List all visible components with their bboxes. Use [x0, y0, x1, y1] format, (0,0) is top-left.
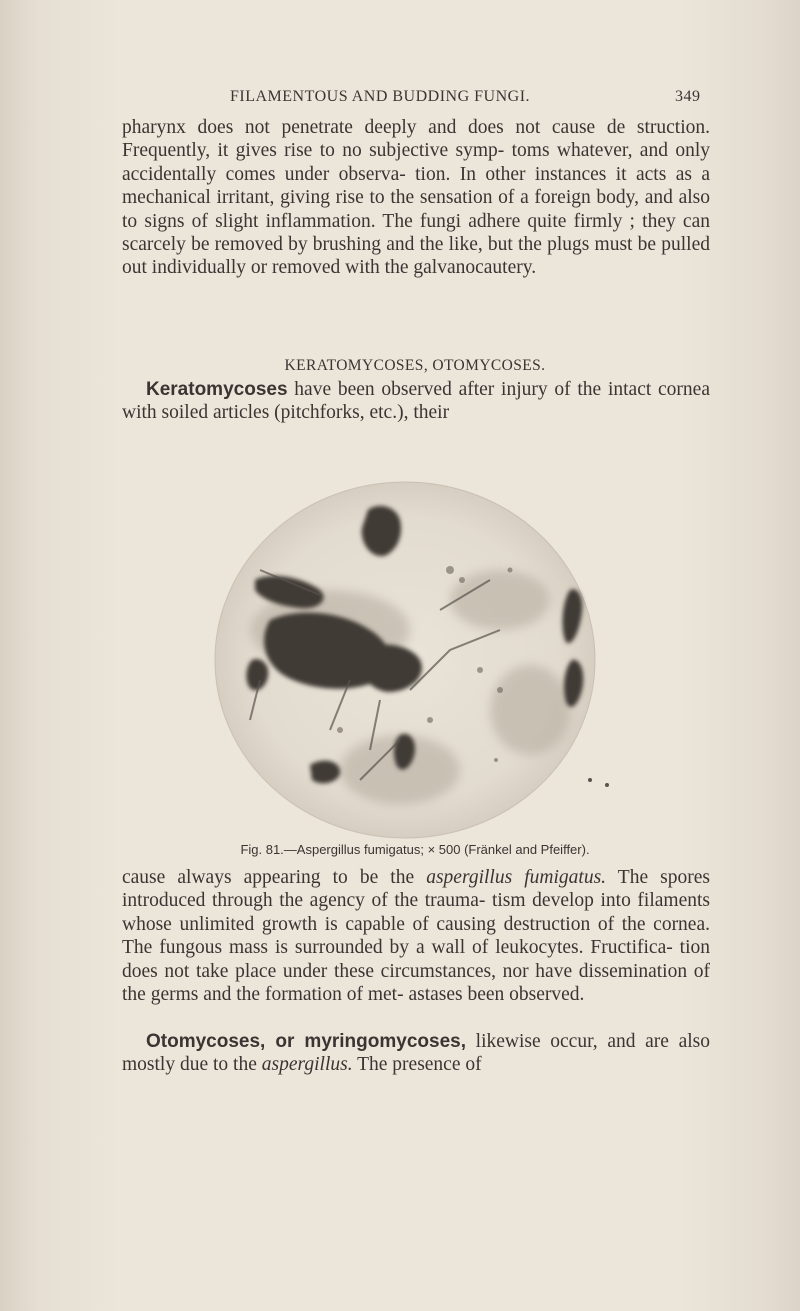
paragraph-text — [122, 378, 710, 425]
paragraph-text: pharynx does not penetrate deeply and does not cause de struction. Frequently, it gives rise to no subjective symp- toms whatever, and only accidentally comes under observa- tion. In other instances it acts as a mechanical irritant, giving rise to the sensation of a foreign body, and also to signs of slight inflammation. The fungi adhere quite firmly ; they can scarcely be removed by brushing and the like, but the plugs must be pulled out individually or removed with the galvanocautery. — [122, 117, 710, 279]
italic-term-aspergillus: aspergillus. — [261, 1054, 353, 1076]
section-heading — [0, 357, 800, 375]
micrograph-figure — [200, 480, 620, 840]
running-title: FILAMENTOUS AND BUDDING FUNGI. — [230, 88, 531, 105]
micrograph-image — [200, 480, 620, 840]
term-keratomycoses: Keratomycoses — [146, 379, 288, 400]
term-otomycoses: Otomycoses, or myringomycoses, — [146, 1031, 466, 1052]
figure-caption — [0, 842, 800, 857]
paragraph-body: have been observed after injury of the intact cornea with soiled articles (pitchforks, etc.), their — [122, 379, 710, 424]
paragraph-body: The presence of — [352, 1054, 482, 1076]
paragraph-body: The spores introduced through the agency of the trauma- tism develop into filaments whose unlimited growth is capable of causing destruction of the cornea. The fungous mass is surrounded by a wall of leukocytes. Fructifica- tion does not take place under these circumstances, nor have dissemination of the germs and the formation of met- astases been observed. — [122, 867, 711, 1006]
paragraph-body: cause always appearing to be the — [122, 867, 427, 888]
paragraph-keratomycoses — [122, 378, 710, 425]
paragraph-otomycoses — [122, 1030, 710, 1077]
italic-term-aspergillus-fumigatus: aspergillus fumigatus. — [426, 867, 607, 888]
paragraph-pharynx — [122, 116, 710, 280]
figure-caption-text: Fig. 81.—Aspergillus fumigatus; × 500 (Fränkel and Pfeiffer). — [240, 842, 590, 857]
running-header — [0, 88, 800, 112]
paragraph-aspergillus — [122, 866, 710, 1006]
paragraph-body: likewise occur, and are also mostly due to the — [122, 1031, 710, 1076]
page-number: 349 — [675, 88, 701, 105]
paragraph-text — [122, 866, 710, 1006]
paragraph-text — [122, 1030, 710, 1077]
section-heading-text: KERATOMYCOSES, OTOMYCOSES. — [284, 357, 546, 374]
